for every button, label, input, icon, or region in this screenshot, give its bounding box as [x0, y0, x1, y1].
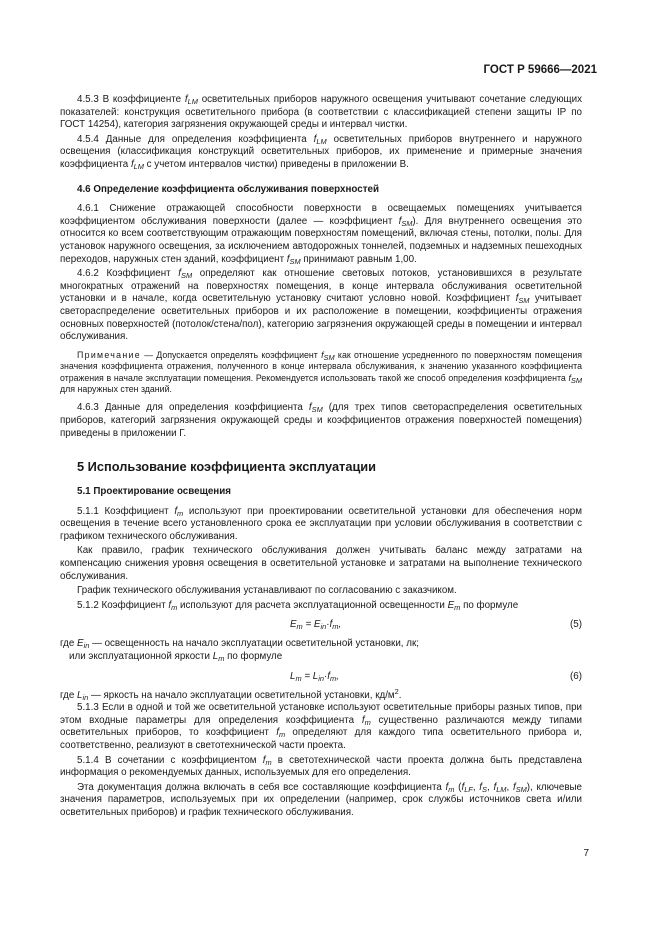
- formula-5: [60, 615, 582, 635]
- formula-6-where: где $L_{in}$ — яркость на начало эксплуатации осветительной установки, $кд/м^2$.: [60, 686, 402, 702]
- paragraph-4-5-3: 4.5.3 В коэффициенте $f_{LM}$ осветительных приборов наружного освещения учитывают сочетание следующих показателей: конструкция осветительного прибора (в соответствии с классификацией степени защиты IP по ГОСТ 14254), категория загрязнения окружающей среды и интервал чистки.: [60, 94, 582, 131]
- paragraph-4-6-3: 4.6.3 Данные для определения коэффициента $f_{SM}$ (для трех типов светораспределения осветительных приборов, категорий загрязнения окружающей среды и коэффициентов отражения поверхностей помещения) приведены в приложении Г.: [60, 402, 582, 439]
- paragraph-5-1-2: 5.1.2 Коэффициент $f_m$ используют для расчета эксплуатационной освещенности $E_m$ по формуле: [77, 599, 519, 612]
- paragraph-5-1-4-b: Эта документация должна включать в себя все составляющие коэффициента $f_m$ ($f_{LF}$, $f_S$, $f_{LM}$, $f_{SM}$), ключевые значения параметров, используемых при их определении (например, срок службы источников света и/или осветительных приборов) и график технического обслуживания.: [60, 781, 583, 818]
- formula-6-number: (6): [570, 670, 582, 682]
- paragraph-4-6-2: 4.6.2 Коэффициент $f_{SM}$ определяют как отношение световых потоков, установившихся в результате многократных отражений на поверхностях помещения, в конце интервала обслуживания осветительной установки и в начале, когда осветительную установку считают условно новой. Коэффициент $f_{SM}$ учитывает светораспределение осветительных приборов и их расположение в помещении, коэффициенты отражения основных поверхностей (потолок/стена/пол), категорию загрязнения окружающей среды в помещении и интервал обслуживания.: [60, 268, 582, 343]
- section-heading-5-1: 5.1 Проектирование освещения: [77, 486, 231, 498]
- paragraph-5-1-4: 5.1.4 В сочетании с коэффициентом $f_m$ в светотехнической части проекта должна быть представлена информация о рекомендуемых данных, используемых для его определения.: [60, 754, 582, 779]
- formula-5-expression: $E_m = E_{in}\cdot f_m$,: [290, 619, 342, 632]
- paragraph-5-1-1-c: График технического обслуживания устанавливают по согласованию с заказчиком.: [77, 585, 457, 597]
- formula-5-number: (5): [570, 619, 582, 631]
- paragraph-5-1-1: 5.1.1 Коэффициент $f_m$ используют при проектировании осветительной установки для обеспечения норм освещения в течение всего установленного срока ее эксплуатации при условии обслуживания в соответствии с графиком технического обслуживания.: [60, 505, 582, 542]
- paragraph-4-5-4: 4.5.4 Данные для определения коэффициента $f_{LM}$ осветительных приборов внутреннего и наружного освещения (классификация конструкций осветительных приборов, их применение и примерные значения коэффициента $f_{LM}$ с учетом интервалов чистки) приведены в приложении В.: [60, 133, 582, 171]
- note: Примечание — Допускается определять коэффициент $f_{SM}$ как отношение усредненного по поверхностям помещения значения коэффициента отражения, полученного в конце интервала обслуживания, к значению указанного коэффициента отражения в начале эксплуатации помещения. Рекомендуется использовать такой же способ определения коэффициента $f_{SM}$ для наружных стен зданий.: [60, 349, 582, 394]
- formula-6-expression: $L_m = L_{in}\cdot f_m$,: [290, 670, 339, 683]
- page-content: [60, 94, 582, 820]
- paragraph-5-1-3: 5.1.3 Если в одной и той же осветительной установке используют осветительные приборы разных типов, при этом входные параметры для определения коэффициента $f_m$ существенно различаются между типами осветительных приборов, то коэффициент $f_m$ определяют для каждого типа осветительного прибора и, соответственно, реализуют в светотехнической части проекта.: [60, 702, 582, 751]
- document-id: ГОСТ Р 59666—2021: [483, 64, 597, 76]
- formula-6-intro: или эксплуатационной яркости $L_m$ по формуле: [69, 651, 283, 664]
- formula-5-where: где $E_{in}$ — освещенность на начало эксплуатации осветительной установки, лк;: [60, 638, 419, 651]
- formula-6: [60, 667, 582, 687]
- section-heading-5: 5 Использование коэффициента эксплуатации: [77, 459, 377, 475]
- page-number: 7: [583, 848, 589, 859]
- note-label: Примечание: [77, 349, 141, 360]
- paragraph-5-1-1-b: Как правило, график технического обслуживания должен учитывать баланс между затратами на компенсацию снижения уровня освещения в осветительной установке и затратами на выполнение технического обслуживания.: [60, 545, 582, 582]
- section-heading-4-6: 4.6 Определение коэффициента обслуживания поверхностей: [77, 183, 379, 195]
- paragraph-4-6-1: 4.6.1 Снижение отражающей способности поверхности в освещаемых помещениях учитывается коэффициентом обслуживания поверхности (далее — коэффициент $f_{SM}$). Для внутреннего освещения это относится ко всем соответствующим отражающим поверхностям помещений, включая стены, потолки, полы. Для установок наружного освещения, за исключением автодорожных тоннелей, подземных и надземных пешеходных переходов, наружных стен зданий, коэффициент $f_{SM}$ принимают равным 1,00.: [60, 203, 583, 266]
